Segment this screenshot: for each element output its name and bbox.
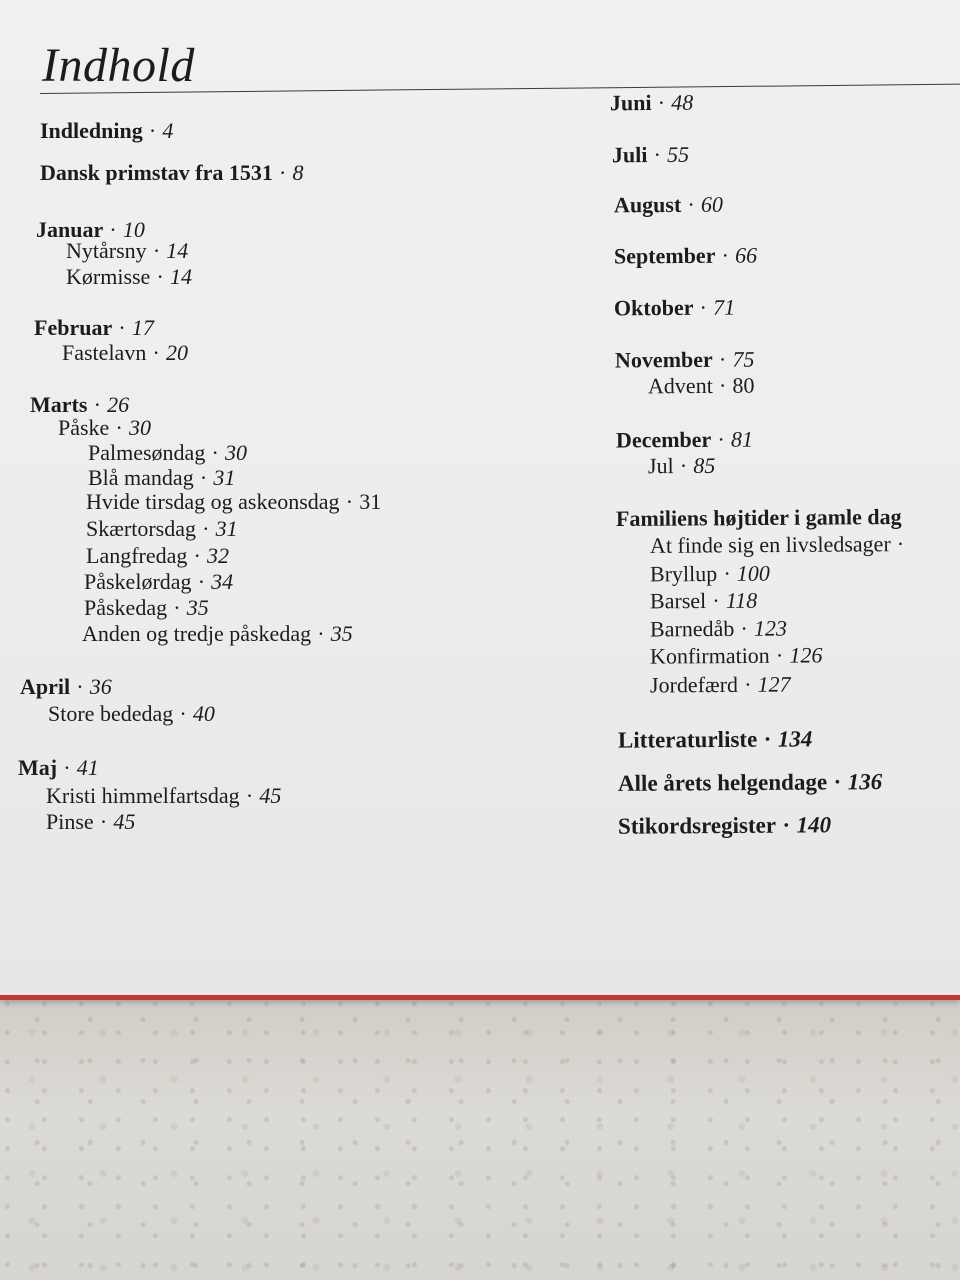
toc-entry-page: 31 [215,516,238,541]
toc-entry-separator: · [193,543,201,568]
toc-entry-title: Stikordsregister [617,812,777,839]
toc-entry-title: Langfredag [86,543,188,568]
toc-entry [48,701,215,727]
toc-entry [650,672,791,699]
toc-entry-page: 14 [166,238,189,263]
toc-entry-title: Juli [611,142,648,168]
toc-entry [648,453,716,479]
toc-entry-title: Store bededag [48,701,174,726]
toc-entry-page: 81 [730,426,754,452]
toc-entry-page: 17 [131,315,154,340]
toc-entry-separator: · [653,141,662,167]
toc-entry-page: 136 [847,769,883,795]
toc-entry-page: 48 [671,89,694,115]
toc-entry-page: 80 [732,372,755,398]
toc-entry [18,755,99,781]
toc-entry-separator: · [679,452,688,479]
toc-entry-page: 31 [359,489,382,514]
toc-entry-title: Februar [34,315,113,340]
toc-entry-page: 36 [89,674,112,699]
toc-entry [62,340,188,366]
toc-entry-page: 118 [725,587,758,613]
toc-entry [618,812,831,839]
toc-entry-page: 123 [753,615,788,641]
toc-entry-title: Bryllup [649,560,718,587]
toc-entry [88,465,235,491]
toc-entry [650,531,911,559]
toc-entry-page: 45 [113,809,136,834]
toc-entry-page: 20 [165,340,188,365]
toc-entry-page: 127 [757,671,791,697]
toc-entry-title: Pinse [46,809,94,834]
toc-entry [616,504,902,532]
toc-entry-page: 134 [777,726,813,752]
toc-entry-page: 35 [330,621,353,646]
toc-entry [86,489,381,515]
toc-entry [650,616,787,643]
toc-entry-page: 66 [734,242,758,268]
toc-entry-title: Advent [647,372,713,399]
toc-entry-title: Juni [609,90,652,116]
toc-entry-page: 75 [732,346,755,372]
floor-surface [0,995,960,1280]
toc-entry [84,569,233,595]
toc-entry-separator: · [699,294,708,320]
toc-entry-page: 40 [192,701,215,726]
toc-entry-title: Palmesøndag [88,440,206,465]
toc-entry-title: At finde sig en livsledsager [649,531,891,558]
toc-entry [66,264,192,290]
toc-entry-separator: · [63,755,71,780]
toc-entry [88,440,247,466]
toc-entry-page: 31 [213,465,236,490]
toc-entry-separator: · [152,238,161,263]
toc-entry-title: Barsel [649,587,707,614]
toc-entry-separator: · [657,89,666,115]
toc-entry-page: 140 [796,812,832,838]
toc-entry-title: Indledning [40,118,143,143]
toc-entry [34,315,154,341]
toc-entry-title: Anden og tredje påskedag [82,621,312,646]
toc-entry-title: November [614,346,713,373]
toc-entry-separator: · [109,217,117,242]
toc-entry-separator: · [718,372,727,398]
toc-entry-page: 8 [292,160,304,185]
toc-entry-separator: · [279,160,287,185]
toc-entry [84,595,209,621]
toc-entry [616,427,753,454]
toc-entry-separator: · [115,415,123,440]
toc-entry-title: September [613,242,716,269]
toc-entry-page: 60 [700,191,723,217]
toc-entry-title: Konfirmation [649,642,770,669]
toc-entry-page: 10 [122,217,145,242]
toc-entry-page: 14 [169,264,192,289]
toc-entry-title: Nytårsny [66,238,147,263]
toc-entry-separator: · [197,569,206,594]
toc-entry-separator: · [896,531,905,557]
toc-entry [66,238,188,264]
toc-entry-title: Kristi himmelfartsdag [46,783,240,808]
toc-entry [615,347,755,374]
toc-entry [650,561,770,588]
toc-entry [40,160,303,186]
toc-entry-page: 45 [259,783,282,808]
toc-entry-separator: · [93,392,101,417]
toc-entry-title: Barnedåb [649,615,735,642]
toc-entry-separator: · [345,489,354,514]
toc-entry [618,769,882,797]
contents-heading: Indhold [42,39,195,92]
toc-entry-title: Jul [647,453,674,479]
toc-entry [648,373,755,400]
toc-entry-title: August [613,191,682,218]
toc-entry-separator: · [202,516,210,541]
toc-entry-page: 71 [713,294,736,320]
toc-entry-separator: · [179,701,187,726]
toc-entry-separator: · [199,465,208,490]
toc-entry-title: Blå mandag [88,465,194,490]
toc-entry [58,415,151,441]
toc-entry-separator: · [740,615,748,641]
toc-entry [46,809,135,835]
toc-entry-separator: · [156,264,164,289]
toc-entry [46,783,281,809]
toc-entry-title: December [615,426,712,453]
toc-entry [618,726,812,753]
toc-entry-title: Kørmisse [66,264,151,289]
toc-entry [614,192,723,219]
toc-entry-title: Dansk primstav fra 1531 [40,160,273,185]
toc-entry-separator: · [744,671,752,697]
toc-entry-title: Maj [18,755,58,780]
toc-entry-page: 126 [789,642,823,668]
toc-entry [650,642,823,669]
toc-entry-separator: · [712,587,720,613]
toc-entry-page: 26 [107,392,130,417]
toc-entry-title: Januar [36,217,104,242]
toc-entry-page: 35 [186,595,209,620]
toc-entry-separator: · [718,346,727,372]
toc-entry [82,621,353,647]
toc-entry-separator: · [723,560,731,586]
toc-entry-separator: · [76,674,84,699]
toc-entry-separator: · [118,315,126,340]
toc-entry-page: 41 [76,755,99,780]
toc-entry [614,243,757,270]
toc-entry [650,588,757,615]
toc-entry-title: Påskedag [84,595,168,620]
toc-entry-title: Påske [58,415,110,440]
toc-entry [86,543,229,569]
toc-entry-separator: · [833,769,842,795]
toc-entry-separator: · [782,812,791,838]
toc-entry [40,118,173,144]
toc-entry-separator: · [173,595,181,620]
toc-entry-title: Jordefærd [649,671,739,698]
toc-entry [614,295,735,322]
toc-entry-title: Familiens højtider i gamle dag [615,504,902,531]
toc-entry-separator: · [245,783,254,808]
toc-entry-separator: · [148,118,157,143]
toc-entry-title: Litteraturliste [617,726,758,753]
toc-entry-separator: · [317,621,325,646]
toc-entry-separator: · [717,426,725,452]
toc-entry-separator: · [211,440,219,465]
toc-entry-title: Fastelavn [62,340,147,365]
toc-entry [86,516,238,542]
toc-entry-page: 4 [162,118,174,143]
toc-entry-page: 30 [128,415,151,440]
toc-entry-title: Skærtorsdag [86,516,196,541]
toc-entry-separator: · [763,726,772,752]
toc-entry-page: 30 [224,440,247,465]
toc-entry-title: Hvide tirsdag og askeonsdag [86,489,340,514]
toc-entry-title: Oktober [613,294,694,321]
toc-entry-page: 55 [667,141,690,167]
toc-entry-page: 100 [736,560,770,586]
toc-entry-separator: · [687,191,695,217]
toc-entry-title: Alle årets helgendage [617,769,828,796]
toc-entry [612,142,689,169]
toc-entry-title: April [20,674,71,699]
toc-entry-page: 85 [693,452,716,478]
toc-entry-page: 34 [211,569,234,594]
toc-entry [20,674,112,700]
toc-entry-title: Påskelørdag [84,569,192,594]
toc-entry-page: 32 [207,543,230,568]
toc-entry [610,90,693,117]
toc-entry-title: Marts [30,392,88,417]
toc-entry-separator: · [152,340,160,365]
toc-entry-separator: · [721,242,729,268]
toc-entry-separator: · [775,642,784,668]
toc-entry-separator: · [99,809,108,834]
